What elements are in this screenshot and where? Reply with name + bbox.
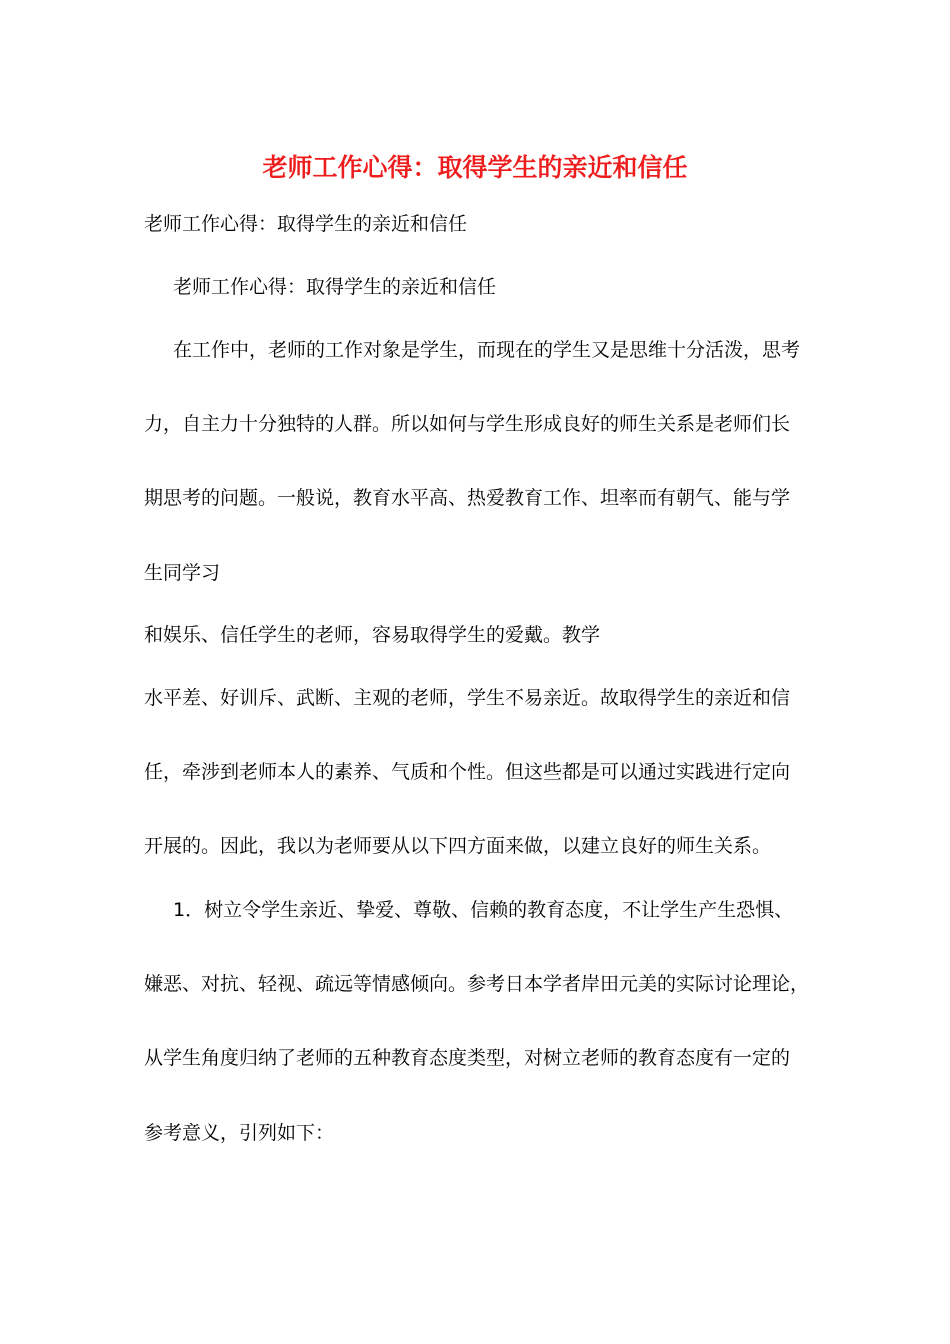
subtitle-line: 老师工作心得：取得学生的亲近和信任 bbox=[144, 213, 468, 235]
paragraph-line: 嫌恶、对抗、轻视、疏远等情感倾向。参考日本学者岸田元美的实际讨论理论， bbox=[144, 973, 810, 995]
document-title: 老师工作心得：取得学生的亲近和信任 bbox=[262, 153, 688, 182]
paragraph-line: 生同学习 bbox=[144, 562, 221, 584]
paragraph-line: 开展的。因此，我以为老师要从以下四方面来做，以建立良好的师生关系。 bbox=[144, 835, 772, 857]
paragraph-line: 力，自主力十分独特的人群。所以如何与学生形成良好的师生关系是老师们长 bbox=[144, 413, 791, 435]
paragraph-line: 任，牵涉到老师本人的素养、气质和个性。但这些都是可以通过实践进行定向 bbox=[144, 761, 791, 783]
paragraph-line: 期思考的问题。一般说，教育水平高、热爱教育工作、坦率而有朝气、能与学 bbox=[144, 487, 791, 509]
paragraph-line: 从学生角度归纳了老师的五种教育态度类型，对树立老师的教育态度有一定的 bbox=[144, 1047, 791, 1069]
paragraph-line: 参考意义，引列如下： bbox=[144, 1122, 335, 1144]
paragraph-line: 和娱乐、信任学生的老师，容易取得学生的爱戴。教学 bbox=[144, 624, 601, 646]
list-item-line: 1．树立令学生亲近、挚爱、尊敬、信赖的教育态度，不让学生产生恐惧、 bbox=[173, 899, 794, 921]
subtitle-line-indented: 老师工作心得：取得学生的亲近和信任 bbox=[173, 276, 497, 298]
paragraph-line: 在工作中，老师的工作对象是学生，而现在的学生又是思维十分活泼，思考 bbox=[173, 339, 801, 361]
paragraph-line: 水平差、好训斥、武断、主观的老师，学生不易亲近。故取得学生的亲近和信 bbox=[144, 687, 791, 709]
